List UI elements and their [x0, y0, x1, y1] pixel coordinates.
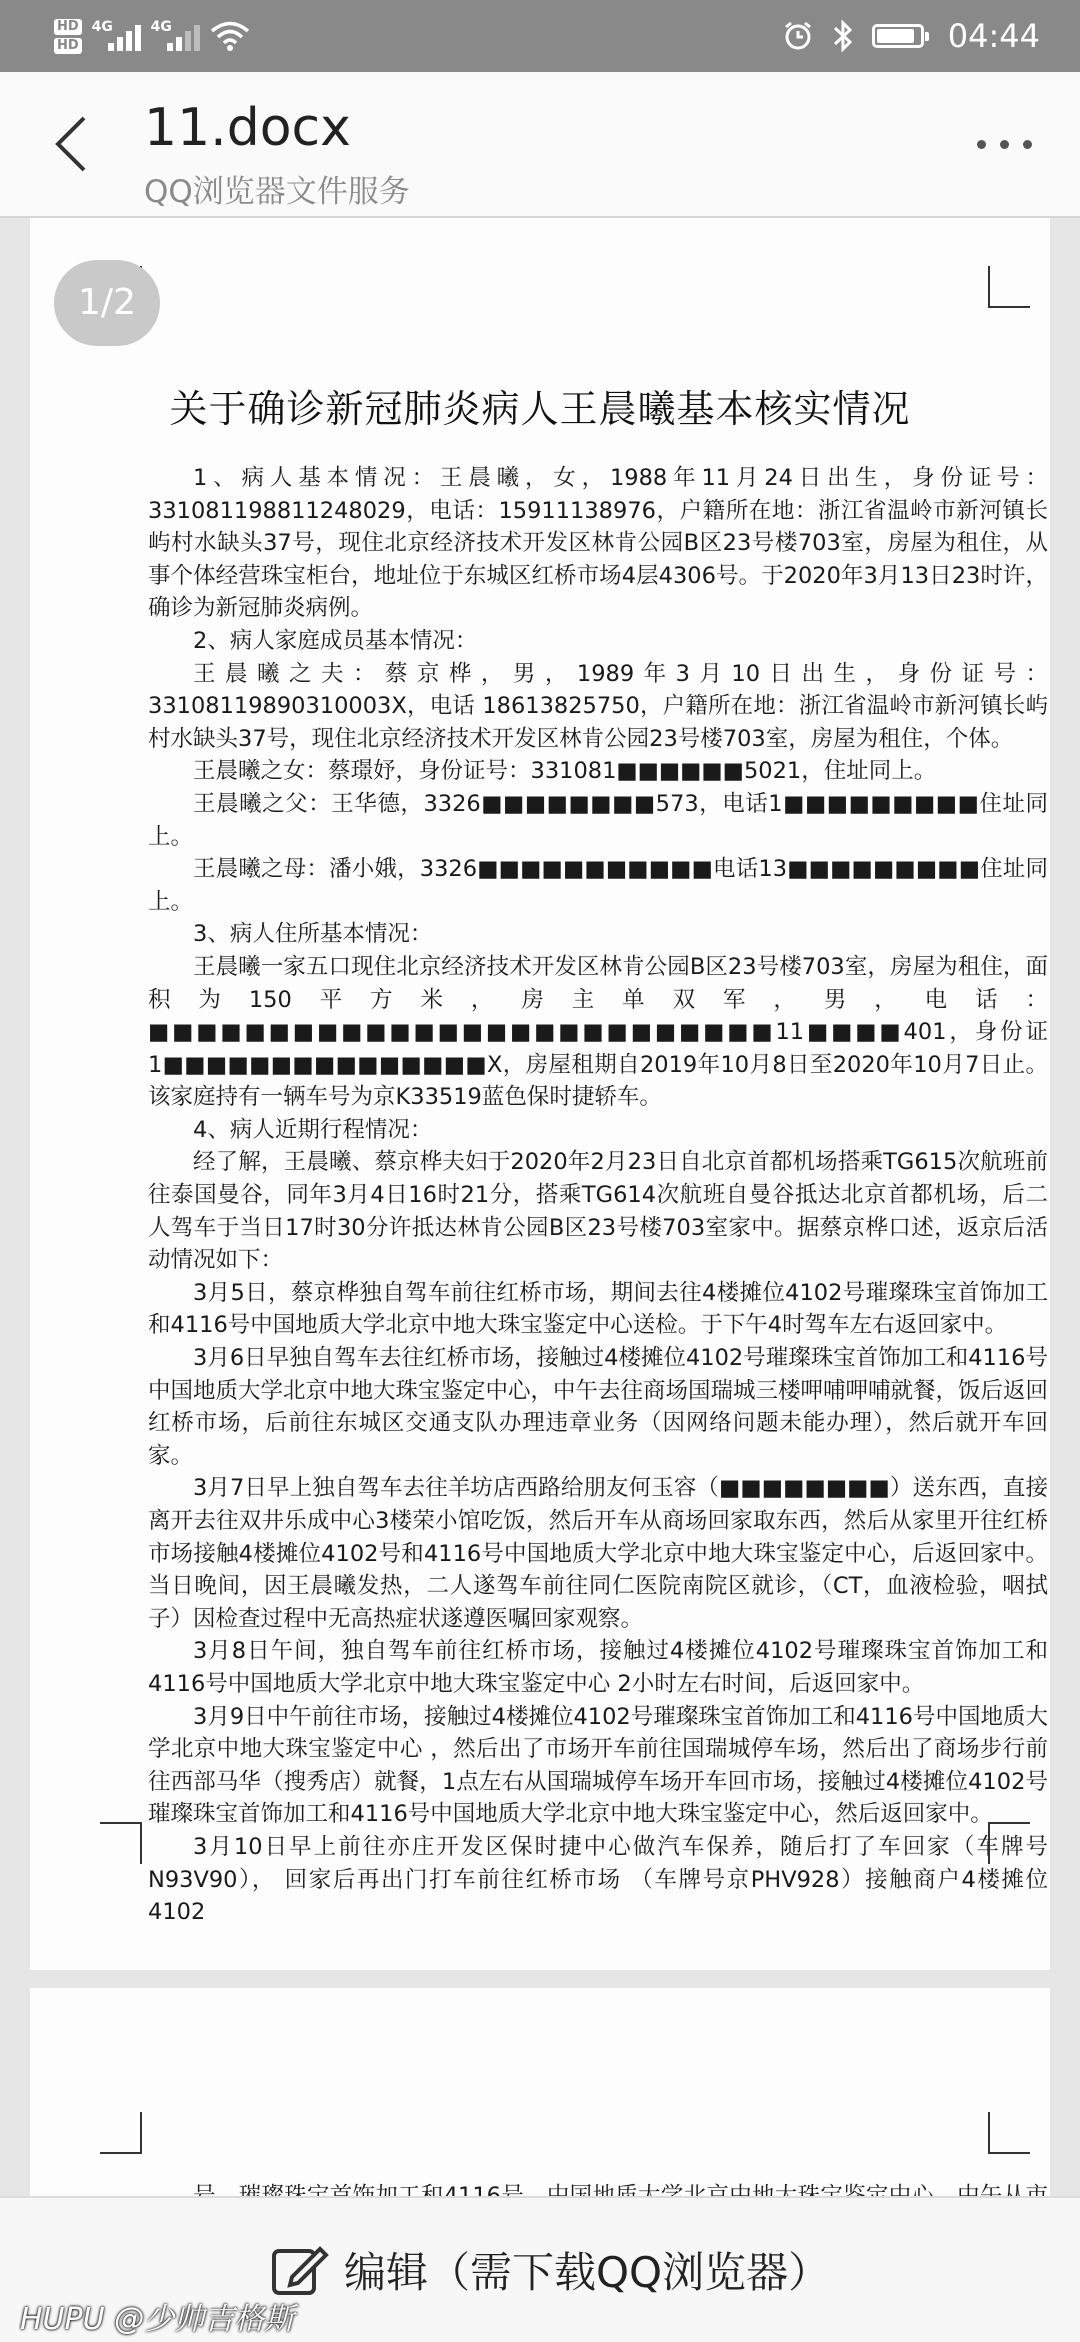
- crop-mark: [988, 1822, 1030, 1864]
- edit-button[interactable]: [270, 2234, 830, 2306]
- document-body: [148, 462, 1048, 1929]
- clock: 04:44: [947, 17, 1040, 55]
- document-paragraph: 3月7日早上独自驾车去往羊坊店西路给朋友何玉容（■■■■■■■■）送东西，直接离开去往双井乐成中心3楼荣小馆吃饭，然后开车从商场回家取东西，然后从家里开往红桥市场接触4楼摊位4102号和4116号中国地质大学北京中地大珠宝鉴定中心，后返回家中。当日晚间，因王晨曦发热，二人遂驾车前往同仁医院南院区就诊，（CT，血液检验，咽拭子）因检查过程中无高热症状遂遵医嘱回家观察。: [148, 1475, 1048, 1632]
- bottom-bar: [0, 2196, 1080, 2342]
- document-paragraph: 3、病人住所基本情况：: [193, 921, 433, 948]
- edit-label: 编辑（需下载QQ浏览器）: [344, 2248, 831, 2297]
- document-paragraph: 王晨曦之女：蔡璟妤，身份证号：331081■■■■■■5021，住址同上。: [193, 758, 937, 785]
- hd-badge: HD: [54, 19, 82, 35]
- document-paragraph: 2、病人家庭成员基本情况：: [193, 627, 478, 654]
- hd-indicators: [54, 19, 82, 54]
- file-title: 11.docx: [144, 98, 351, 158]
- alarm-icon: [782, 20, 814, 52]
- status-left: [54, 14, 250, 58]
- edit-icon: [270, 2241, 328, 2299]
- crop-mark: [988, 266, 1030, 308]
- document-paragraph: 3月9日中午前往市场，接触过4楼摊位4102号璀璨珠宝首饰加工和4116号中国地质大学北京中地大珠宝鉴定中心 ，然后出了市场开车前往国瑞城停车场，然后出了商场步行前往西部马华（搜秀店）就餐，1点左右从国瑞城停车场开车回市场，接触过4楼摊位4102号璀璨珠宝首饰加工和4116号中国地质大学北京中地大珠宝鉴定中心，然后返回家中。: [148, 1703, 1048, 1828]
- network-label: 4G: [150, 19, 172, 35]
- document-paragraph: 3月6日早独自驾车去往红桥市场，接触过4楼摊位4102号璀璨珠宝首饰加工和4116号中国地质大学北京中地大珠宝鉴定中心，中午去往商场国瑞城三楼呷哺呷哺就餐，饭后返回红桥市场，后前往东城区交通支队办理违章业务（因网络问题未能办理），然后就开车回家。: [148, 1345, 1049, 1469]
- document-title: 关于确诊新冠肺炎病人王晨曦基本核实情况: [169, 387, 911, 431]
- document-paragraph: 3月10日早上前往亦庄开发区保时捷中心做汽车保养，随后打了车回家（车牌号N93V90）， 回家后再出门打车前往红桥市场 （车牌号京PHV928）接触商户4楼摊位4102: [148, 1833, 1048, 1926]
- back-arrow-icon[interactable]: [44, 112, 104, 176]
- watermark: HUPU @少帅吉格斯: [20, 2302, 295, 2337]
- status-right: [782, 14, 1040, 58]
- document-page: [30, 218, 1050, 1970]
- document-viewer[interactable]: [0, 218, 1080, 2228]
- bluetooth-icon: [832, 19, 854, 53]
- document-paragraph: 王晨曦之父：王华德，3326■■■■■■■■573，电话1■■■■■■■■■住址同上。: [148, 790, 1048, 850]
- file-subtitle: QQ浏览器文件服务: [144, 174, 410, 210]
- crop-mark: [100, 1822, 142, 1864]
- document-paragraph: 4、病人近期行程情况：: [193, 1116, 433, 1143]
- wifi-icon: [210, 20, 250, 52]
- document-paragraph: 王晨曦一家五口现住北京经济技术开发区林肯公园B区23号楼703室，房屋为租住，面积为150平方米，房主单双军，男，电话：■■■■■■■■■■■■■■■■■■■■■■■■■■11■■■■401，身份证1■■■■■■■■■■■■■■■X，房屋租期自2019年10月8日至2020年10月7日止。该家庭持有一辆车号为京K33519蓝色保时捷轿车。: [148, 953, 1048, 1111]
- network-label: 4G: [91, 19, 113, 35]
- crop-mark: [988, 2112, 1030, 2154]
- more-options-icon[interactable]: [967, 130, 1042, 159]
- hd-badge: HD: [54, 38, 82, 54]
- crop-mark: [100, 2112, 142, 2154]
- document-paragraph: 王晨曦之母：潘小娥，3326■■■■■■■■■■■电话13■■■■■■■■■住址同上。: [148, 856, 1048, 915]
- signal-icon: [92, 21, 141, 51]
- document-paragraph: 经了解，王晨曦、蔡京桦夫妇于2020年2月23日自北京首都机场搭乘TG615次航班前往泰国曼谷，同年3月4日16时21分，搭乘TG614次航班自曼谷抵达北京首都机场，后二人驾车于当日17时30分许抵达林肯公园B区23号楼703室家中。据蔡京桦口述，返京后活动情况如下：: [148, 1149, 1048, 1274]
- document-paragraph: 1、病人基本情况：王晨曦，女，1988年11月24日出生，身份证号：331081198811248029，电话：15911138976，户籍所在地：浙江省温岭市新河镇长屿村水缺头37号，现住北京经济技术开发区林肯公园B区23号楼703室，房屋为租住，从事个体经营珠宝柜台，地址位于东城区红桥市场4层4306号。于2020年3月13日23时许，确诊为新冠肺炎病例。: [148, 465, 1048, 622]
- battery-icon: [872, 24, 924, 48]
- document-paragraph: 3月5日，蔡京桦独自驾车前往红桥市场，期间去往4楼摊位4102号璀璨珠宝首饰加工和4116号中国地质大学北京中地大珠宝鉴定中心送检。于下午4时驾车左右返回家中。: [148, 1279, 1048, 1339]
- page-indicator: 1/2: [54, 260, 160, 346]
- document-paragraph: 王晨曦之夫：蔡京桦，男，1989年3月10日出生，身份证号：33108119890310003X，电话 18613825750，户籍所在地：浙江省温岭市新河镇长屿村水缺头37号，现住北京经济技术开发区林肯公园23号楼703室，房屋为租住，个体。: [148, 660, 1048, 752]
- status-bar: [0, 0, 1080, 72]
- app-header: [0, 72, 1080, 218]
- document-paragraph: 3月8日午间，独自驾车前往红桥市场，接触过4楼摊位4102号璀璨珠宝首饰加工和4116号中国地质大学北京中地大珠宝鉴定中心 2小时左右时间，后返回家中。: [148, 1638, 1048, 1697]
- signal-icon: [151, 21, 200, 51]
